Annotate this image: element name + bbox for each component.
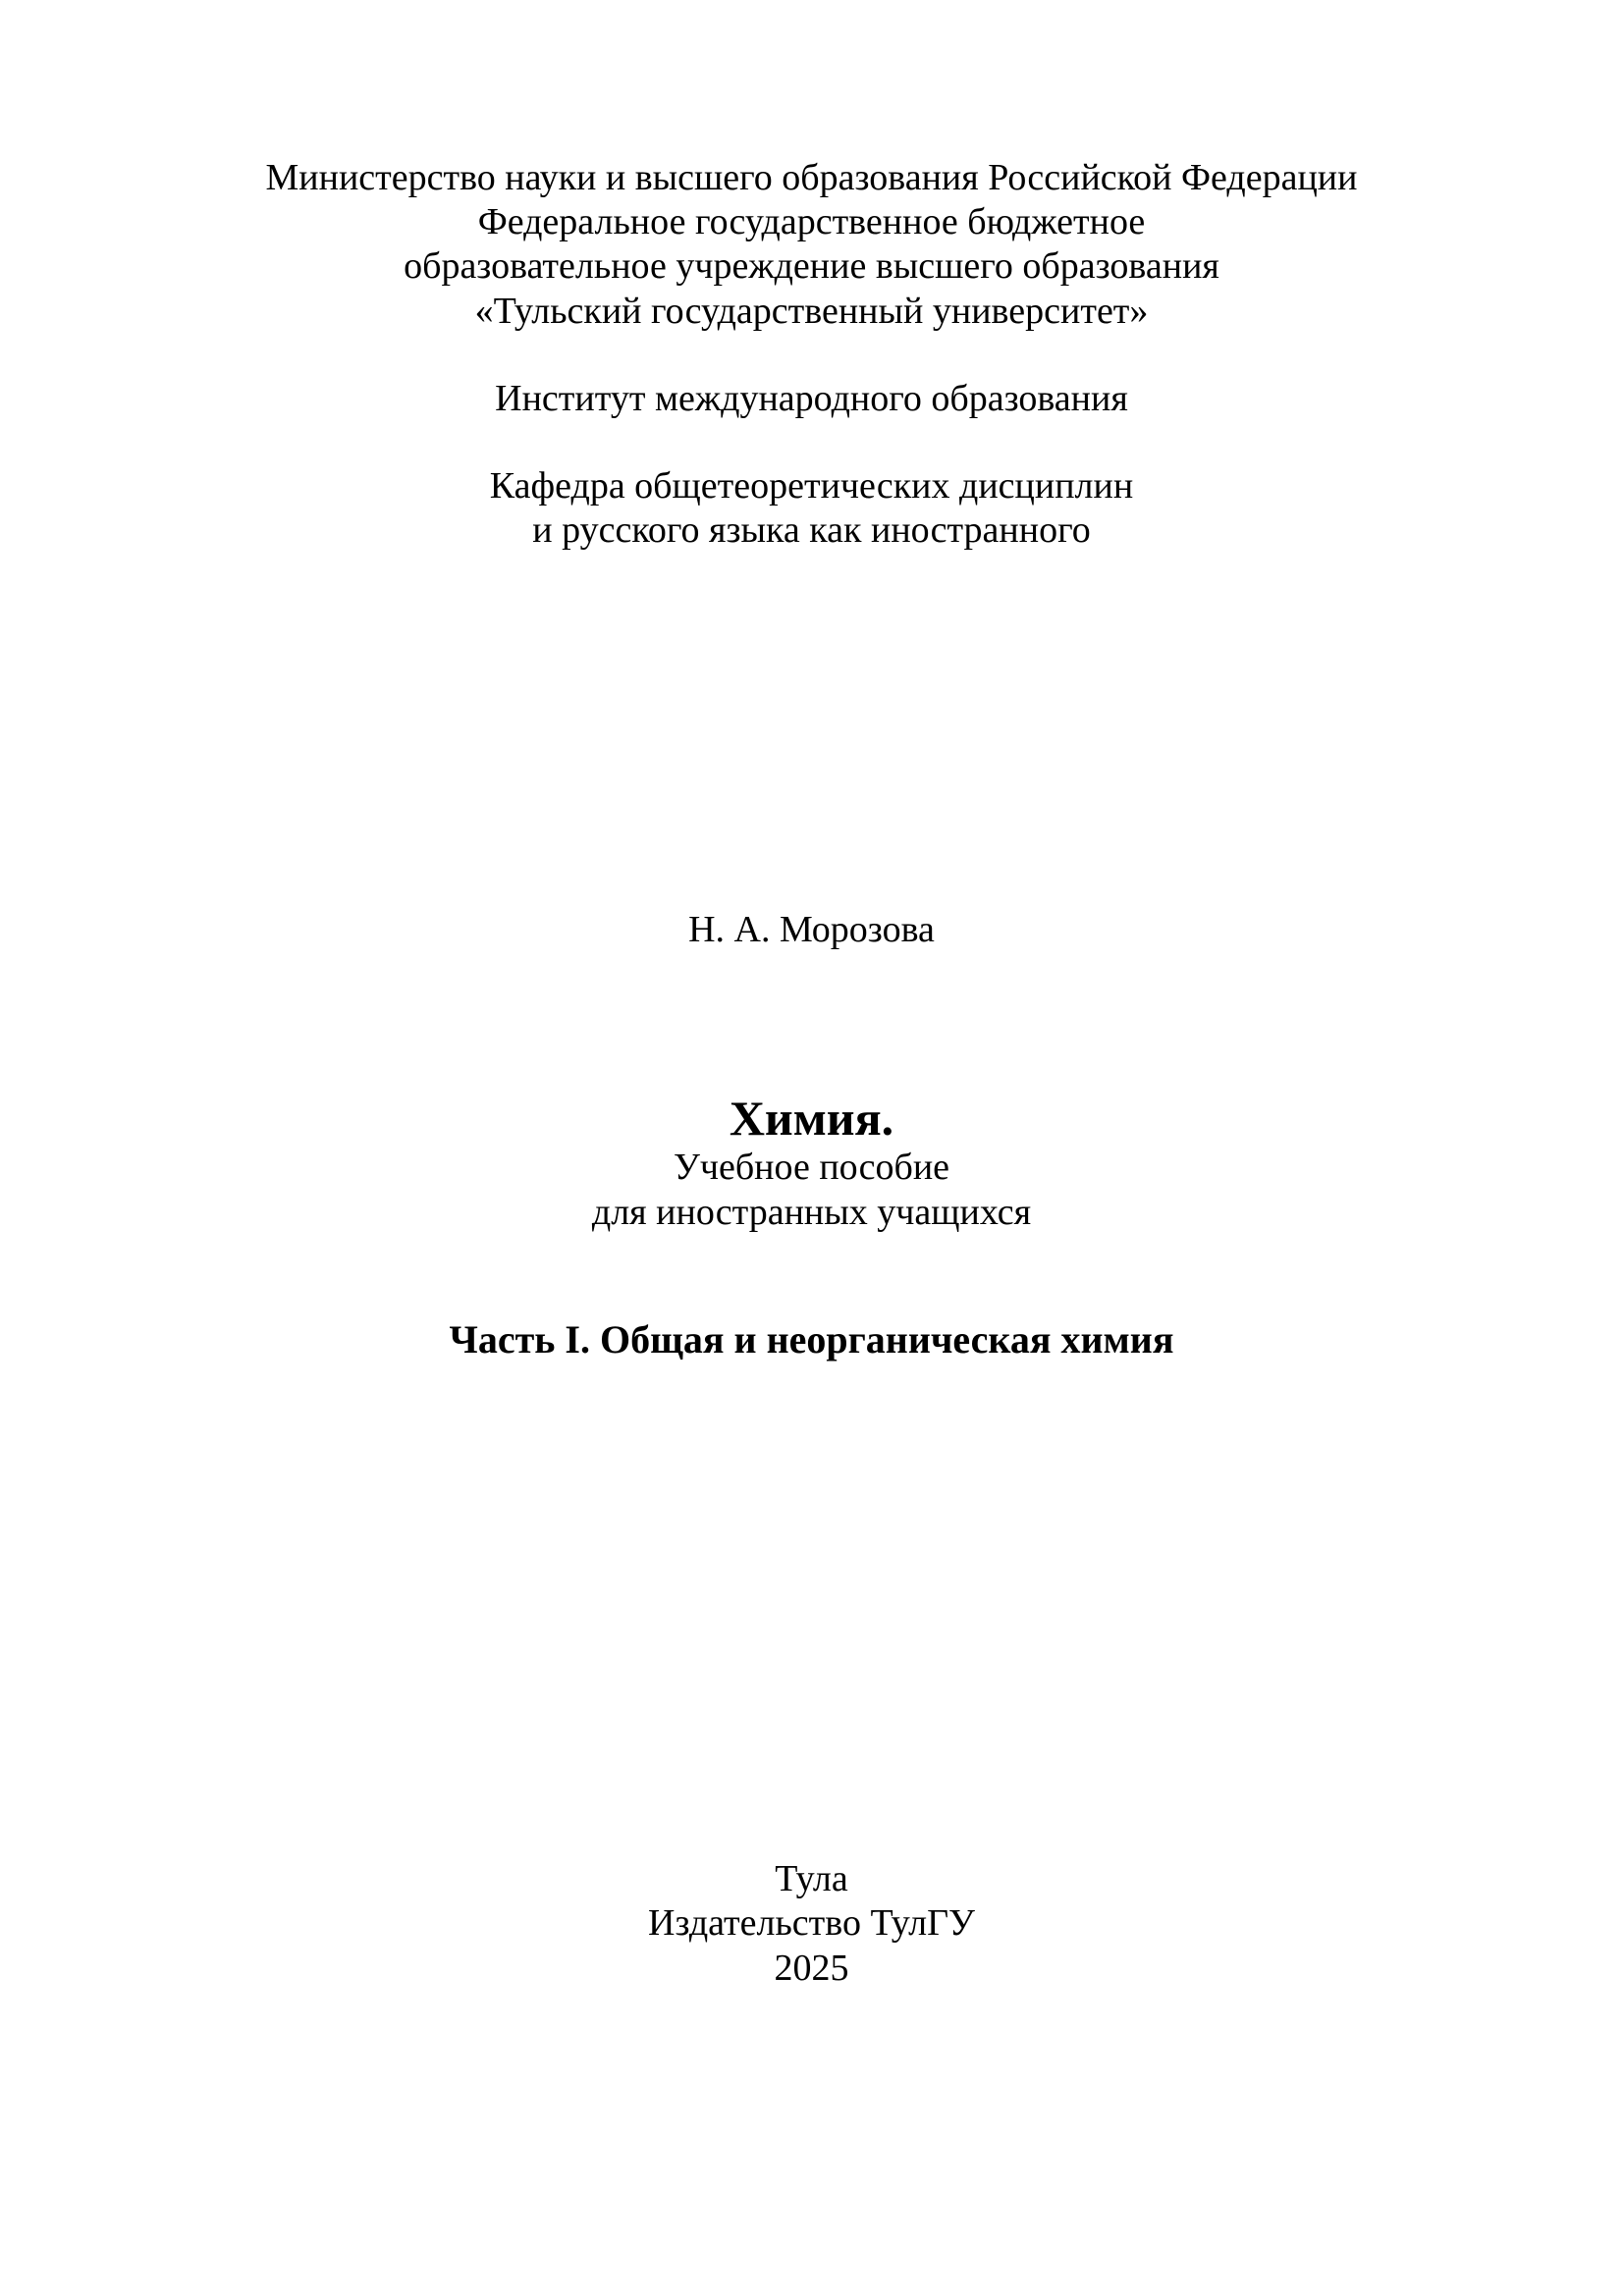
book-title: Химия. <box>729 1091 894 1146</box>
university-name: «Тульский государственный университет» <box>474 291 1149 332</box>
book-subtitle-line-2: для иностранных учащихся <box>591 1192 1032 1233</box>
department-line-2: и русского языка как иностранного <box>532 509 1091 551</box>
ministry-name: Министерство науки и высшего образования Российской Федерации <box>265 157 1358 198</box>
book-subtitle-line-1: Учебное пособие <box>673 1147 950 1188</box>
imprint-year: 2025 <box>774 1948 849 1989</box>
author-name: Н. А. Морозова <box>688 909 935 950</box>
imprint-publisher: Издательство ТулГУ <box>648 1902 975 1944</box>
institute-name: Институт международного образования <box>495 378 1128 419</box>
institution-type-line-1: Федеральное государственное бюджетное <box>477 201 1146 242</box>
book-part-title: Часть I. Общая и неорганическая химия <box>449 1317 1174 1362</box>
department-line-1: Кафедра общетеоретических дисциплин <box>489 465 1134 507</box>
imprint-city: Тула <box>775 1858 848 1899</box>
institution-type-line-2: образовательное учреждение высшего образования <box>404 245 1219 287</box>
